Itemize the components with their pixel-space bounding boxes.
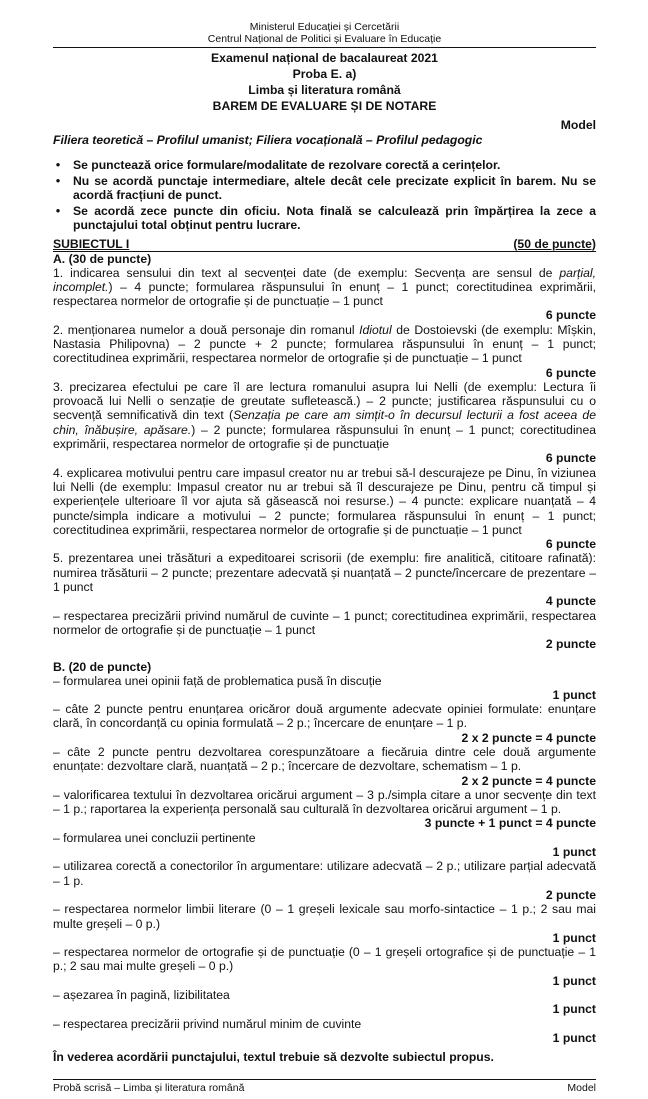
item-text: – așezarea în pagină, lizibilitatea	[53, 988, 230, 1003]
filiera-line: Filiera teoretică – Profilul umanist; Filiera vocațională – Profilul pedagogic	[53, 133, 483, 147]
part-a-item	[53, 609, 596, 652]
item-score: 1 punct	[552, 845, 596, 860]
part-b-heading: B. (20 de puncte)	[53, 659, 152, 674]
item-score: 2 x 2 puncte = 4 puncte	[461, 730, 596, 745]
part-a-item	[53, 466, 596, 552]
part-a-item	[53, 551, 596, 608]
item-text: – utilizarea corectă a conectorilor în argumentare: utilizare adecvată – 2 p.; utilizare parțial adecvată – 1 p.	[53, 859, 596, 888]
item-text: – respectarea precizării privind numărul de cuvinte – 1 punct; corectitudinea exprimării, respectarea normelor de ortografie și de punctuație – 1 punct	[53, 608, 596, 637]
rule-item: • Se punctează orice formulare/modalitate de rezolvare corectă a cerințelor.	[73, 158, 596, 173]
part-a-item	[53, 323, 596, 380]
item-score: 2 x 2 puncte = 4 puncte	[461, 773, 596, 788]
item-score: 3 puncte + 1 punct = 4 puncte	[424, 816, 596, 831]
part-b-item	[53, 674, 596, 703]
rule-item: • Se acordă zece puncte din oficiu. Nota finală se calculează prin împărțirea la zece a punctajului total obținut pentru lucrare.	[73, 204, 596, 233]
part-b-item	[53, 702, 596, 745]
subiect-points: (50 de puncte)	[513, 236, 596, 251]
footer-left: Probă scrisă – Limba și literatura română	[53, 1082, 245, 1095]
part-a-items	[53, 266, 596, 652]
item-score: 1 punct	[552, 687, 596, 702]
bullet-icon: •	[55, 203, 61, 218]
item-text: – formularea unei concluzii pertinente	[53, 830, 256, 845]
page-footer	[53, 1079, 596, 1099]
ministry-name: Ministerul Educației și Cercetării	[249, 21, 400, 33]
item-text: – câte 2 puncte pentru enunțarea oricăror două argumente adecvate opiniei formulate: enunțare clară, în concordanță cu opinia formulată – 2 p.; încercare de enunțare – 1 p.	[53, 702, 596, 731]
item-text: 2. menționarea numelor a două personaje din romanul Idiotul de Dostoievski (de exemplu: Mîșkin, Nastasia Philipovna) – 2 puncte + 2 puncte; formularea răspunsului în enunț – 1 punct; corectitudinea exprimării, respectarea normelor de ortografie și de punctuație – 1 punct	[53, 322, 597, 366]
part-b-item	[53, 788, 596, 831]
subiect-heading	[53, 237, 596, 252]
item-score: 6 puncte	[545, 308, 596, 323]
part-b-item	[53, 745, 596, 788]
item-text: 1. indicarea sensului din text al secvenței date (de exemplu: Secvența are sensul de parțial, incomplet.) – 4 puncte; formularea răspunsului în enunț – 1 punct; corectitudinea exprimării, respectarea normelor de ortografie și de punctuație – 1 punct	[53, 265, 596, 309]
item-text: – câte 2 puncte pentru dezvoltarea corespunzătoare a fiecăruia dintre cele două argumente enunțate: dezvoltare clară, nuanțată – 2 p.; încercare de dezvoltare, schematism – 1 p.	[53, 745, 596, 774]
part-a-item	[53, 266, 596, 323]
general-rules-list	[53, 158, 596, 233]
rule-item: • Nu se acordă punctaje intermediare, altele decât cele precizate explicit în barem. Nu se acordă fracțiuni de punct.	[73, 174, 596, 203]
subiect-title: SUBIECTUL I	[53, 236, 130, 251]
bullet-icon: •	[55, 173, 61, 188]
part-b-item	[53, 831, 596, 860]
item-text: 3. precizarea efectului pe care îl are lectura romanului asupra lui Nelli (de exemplu: Lectura îi provoacă lui Nelli o senzație de greutate sufletească.) – 2 puncte; justificarea răspunsului cu o secvență semnificativă din text (Senzația pe care am simțit-o în decursul lecturii a fost aceea de chin, înăbușire, apăsare.) – 2 puncte; formularea răspunsului în enunț – 1 punct; corectitudinea exprimării, respectarea normelor de ortografie și de punctuație	[53, 379, 597, 452]
item-score: 6 puncte	[545, 365, 596, 380]
item-text: – respectarea normelor de ortografie și de punctuație (0 – 1 greșeli ortografice și de punctuație – 1 p.; 2 sau mai multe greșeli – 0 p.)	[53, 945, 596, 974]
footer-right: Model	[567, 1082, 596, 1095]
exam-title: Examenul național de bacalaureat 2021	[211, 51, 438, 65]
part-b-item	[53, 859, 596, 902]
subject-label: Limba și literatura română	[248, 83, 401, 97]
part-b-items	[53, 674, 596, 1046]
item-score: 2 puncte	[545, 637, 596, 652]
part-b-item	[53, 988, 596, 1017]
item-score: 6 puncte	[545, 451, 596, 466]
item-text: 5. prezentarea unei trăsături a expeditoarei scrisorii (de exemplu: fire analitică, cititoare rafinată): numirea trăsăturii – 2 puncte; prezentare adecvată și nuanțată – 2 puncte/încercare de prezentare – 1 punct	[53, 551, 596, 595]
part-a-item	[53, 380, 596, 466]
model-label: Model	[560, 118, 596, 132]
part-b-item	[53, 945, 596, 988]
document-title: BAREM DE EVALUARE ȘI DE NOTARE	[212, 99, 437, 113]
proba-label: Proba E. a)	[292, 67, 357, 81]
item-text: – respectarea precizării privind numărul minim de cuvinte	[53, 1016, 362, 1031]
item-text: – valorificarea textului în dezvoltarea oricărui argument – 3 p./simpla citare a unor secvențe din text – 1 p.; raportarea la experiența personală sau culturală în dezvoltarea oricărui argument – 1 p.	[53, 787, 596, 817]
item-text: 4. explicarea motivului pentru care impasul creator nu ar trebui să-l descurajeze pe Dinu, în viziunea lui Nelli (de exemplu: Impasul creator nu ar trebui să îl descurajeze pe Dinu, pentru că timpul și experiențele ulterioare îl vor ajuta să găsească noi resurse.) – 4 puncte: explicare nuanțată – 4 puncte/simpla indicare a motivului – 2 puncte; formularea răspunsului în enunț – 1 punct; corectitudinea exprimării, respectarea normelor de ortografie și de punctuație – 1 punct	[53, 465, 596, 537]
item-score: 1 punct	[552, 1030, 596, 1045]
closing-note: În vederea acordării punctajului, textul trebuie să dezvolte subiectul propus.	[53, 1050, 494, 1065]
item-score: 4 puncte	[545, 594, 596, 609]
part-a-heading: A. (30 de puncte)	[53, 251, 152, 266]
item-score: 1 punct	[552, 930, 596, 945]
part-b-item	[53, 1017, 596, 1046]
item-score: 6 puncte	[545, 537, 596, 552]
item-text: – respectarea normelor limbii literare (0 – 1 greșeli lexicale sau morfo-sintactice – 1 p.; 2 sau mai multe greșeli – 0 p.)	[53, 902, 596, 931]
bullet-icon: •	[55, 158, 61, 172]
item-score: 1 punct	[552, 1002, 596, 1017]
item-score: 2 puncte	[545, 887, 596, 902]
center-name: Centrul Național de Politici și Evaluare în Educație	[207, 33, 442, 45]
document-page	[53, 0, 596, 1065]
item-text: – formularea unei opinii față de problematica pusă în discuție	[53, 673, 382, 688]
item-score: 1 punct	[552, 973, 596, 988]
part-b-item	[53, 902, 596, 945]
header-divider	[53, 47, 596, 48]
